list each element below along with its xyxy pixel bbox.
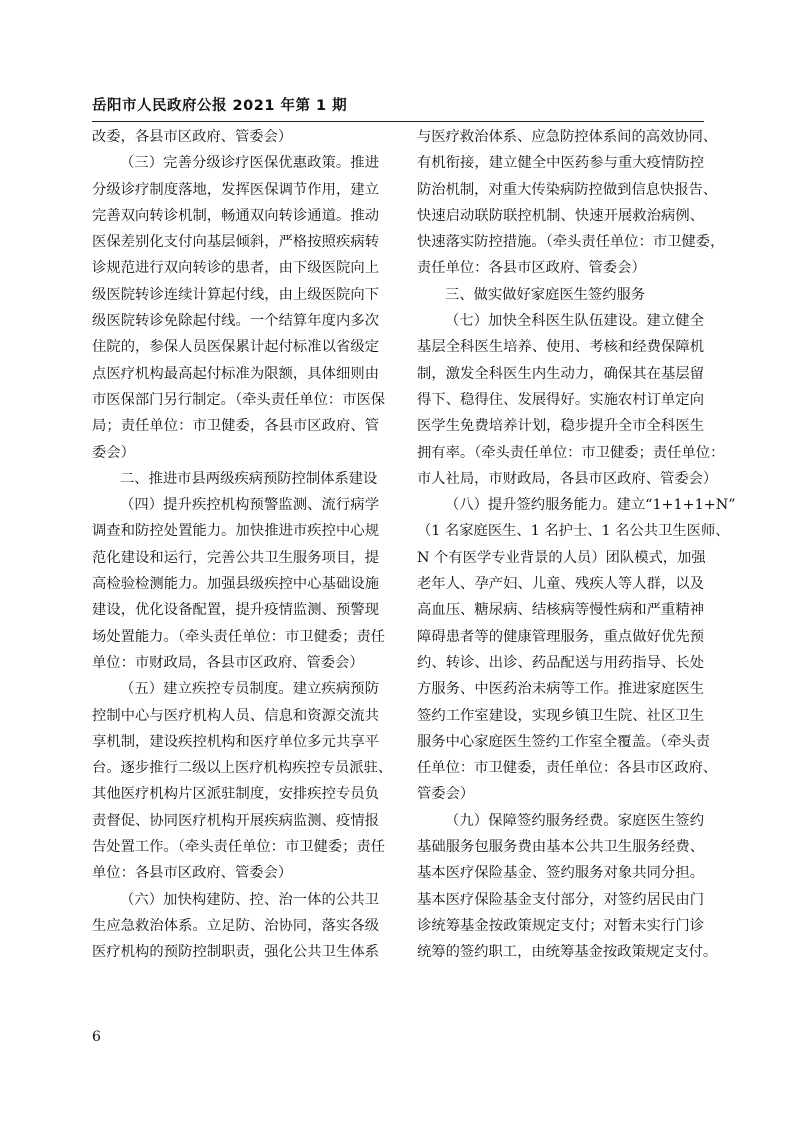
text-line: 二、推进市县两级疾病预防控制体系建设 bbox=[120, 470, 378, 487]
text-line: 三、做实做好家庭医生签约服务 bbox=[445, 286, 646, 303]
text-line: 场处置能力。（牵头责任单位：市卫健委；责任 bbox=[92, 628, 386, 645]
text-line: 基本医疗保险基金支付部分，对签约居民由门 bbox=[417, 891, 704, 908]
text-line: 统筹的签约职工，由统筹基金按政策规定支付。 bbox=[417, 944, 718, 961]
text-line: 拥有率。（牵头责任单位：市卫健委；责任单位： bbox=[417, 444, 725, 461]
text-line: 快速启动联防联控机制、快速开展救治病例、 bbox=[417, 207, 704, 224]
text-line: 台。逐步推行二级以上医疗机构疾控专员派驻、 bbox=[92, 760, 393, 777]
text-line: （五）建立疾控专员制度。建立疾病预防 bbox=[120, 681, 379, 698]
text-line: 基层全科医生培养、使用、考核和经费保障机 bbox=[417, 339, 704, 356]
text-line: 局；责任单位：市卫健委，各县市区政府、管 bbox=[92, 418, 379, 435]
text-line: 告处置工作。（牵头责任单位：市卫健委；责任 bbox=[92, 839, 386, 856]
text-line: 医保差别化支付向基层倾斜，严格按照疾病转 bbox=[92, 234, 379, 251]
text-line: 改委，各县市区政府、管委会） bbox=[92, 129, 293, 145]
page-header bbox=[92, 96, 704, 118]
text-line: （四）提升疾控机构预警监测、流行病学 bbox=[120, 497, 379, 514]
text-line: 任单位：市卫健委，责任单位：各县市区政府、 bbox=[417, 760, 718, 777]
text-line: （六）加快构建防、控、治一体的公共卫 bbox=[120, 891, 379, 908]
text-line: 范化建设和运行，完善公共卫生服务项目，提 bbox=[92, 549, 379, 566]
text-line: 单位：各县市区政府、管委会） bbox=[92, 865, 293, 882]
text-line: 市医保部门另行制定。（牵头责任单位：市医保 bbox=[92, 391, 386, 408]
text-line: 基础服务包服务费由基本公共卫生服务经费、 bbox=[417, 839, 704, 856]
text-line: 建设，优化设备配置，提升疫情监测、预警现 bbox=[92, 602, 379, 619]
text-line: 医疗机构的预防控制职责，强化公共卫生体系 bbox=[92, 944, 379, 961]
text-line: 分级诊疗制度落地，发挥医保调节作用，建立 bbox=[92, 181, 379, 198]
text-line: 市人社局，市财政局，各县市区政府、管委会） bbox=[417, 470, 718, 487]
text-line: N 个有医学专业背景的人员）团队模式，加强 bbox=[417, 549, 706, 566]
text-line: 控制中心与医疗机构人员、信息和资源交流共 bbox=[92, 707, 379, 724]
text-line: 服务中心家庭医生签约工作室全覆盖。（牵头责 bbox=[417, 733, 711, 750]
text-line: 住院的，参保人员医保累计起付标准以省级定 bbox=[92, 339, 379, 356]
text-line: （1 名家庭医生、1 名护士、1 名公共卫生医师、 bbox=[417, 523, 730, 540]
text-line: 高血压、糖尿病、结核病等慢性病和严重精神 bbox=[417, 602, 704, 619]
text-line: 约、转诊、出诊、药品配送与用药指导、长处 bbox=[417, 654, 704, 671]
text-line: 快速落实防控措施。（牵头责任单位：市卫健委， bbox=[417, 234, 725, 251]
text-line: 医学生免费培养计划，稳步提升全市全科医生 bbox=[417, 418, 704, 435]
text-line: （七）加快全科医生队伍建设。建立健全 bbox=[445, 313, 704, 330]
text-line: 委会） bbox=[92, 444, 135, 461]
text-line: 诊规范进行双向转诊的患者，由下级医院向上 bbox=[92, 260, 379, 277]
page-number: 6 bbox=[92, 1029, 101, 1045]
text-line: 其他医疗机构片区派驻制度，安排疾控专员负 bbox=[92, 786, 379, 803]
text-line: 方服务、中医药治未病等工作。推进家庭医生 bbox=[417, 681, 704, 698]
text-line: 得下、稳得住、发展得好。实施农村订单定向 bbox=[417, 391, 704, 408]
text-line: 享机制，建设疾控机构和医疗单位多元共享平 bbox=[92, 733, 379, 750]
text-line: 完善双向转诊机制，畅通双向转诊通道。推动 bbox=[92, 207, 379, 224]
publication-title: 岳阳市人民政府公报 2021 年第 1 期 bbox=[92, 98, 348, 114]
text-line: （三）完善分级诊疗医保优惠政策。推进 bbox=[120, 155, 379, 172]
text-line: 诊统筹基金按政策规定支付；对暂未实行门诊 bbox=[417, 917, 704, 934]
text-line: 级医院转诊免除起付线。一个结算年度内多次 bbox=[92, 313, 379, 330]
text-line: 与医疗救治体系、应急防控体系间的高效协同、 bbox=[417, 129, 718, 145]
text-line: 级医院转诊连续计算起付线，由上级医院向下 bbox=[92, 286, 379, 303]
text-line: 生应急救治体系。立足防、治协同，落实各级 bbox=[92, 917, 379, 934]
text-line: 基本医疗保险基金、签约服务对象共同分担。 bbox=[417, 865, 704, 882]
text-line: 管委会） bbox=[417, 786, 475, 803]
text-line: 高检验检测能力。加强县级疾控中心基础设施 bbox=[92, 576, 379, 593]
text-line: 老年人、孕产妇、儿童、残疾人等人群，以及 bbox=[417, 576, 704, 593]
text-line: 点医疗机构最高起付标准为限额，具体细则由 bbox=[92, 365, 379, 382]
text-line: 责督促、协同医疗机构开展疾病监测、疫情报 bbox=[92, 812, 379, 829]
text-line: 调查和防控处置能力。加快推进市疾控中心规 bbox=[92, 523, 379, 540]
text-line: （九）保障签约服务经费。家庭医生签约 bbox=[445, 812, 704, 829]
text-line: 签约工作室建设，实现乡镇卫生院、社区卫生 bbox=[417, 707, 704, 724]
text-line: （八）提升签约服务能力。建立“1+1+1+N” bbox=[445, 497, 736, 514]
header-divider bbox=[92, 121, 704, 122]
text-line: 障碍患者等的健康管理服务，重点做好优先预 bbox=[417, 628, 704, 645]
right-text-column bbox=[417, 124, 736, 966]
text-line: 单位：市财政局，各县市区政府、管委会） bbox=[92, 654, 364, 671]
text-line: 防治机制，对重大传染病防控做到信息快报告、 bbox=[417, 181, 718, 198]
text-line: 制，激发全科医生内生动力，确保其在基层留 bbox=[417, 365, 704, 382]
text-line: 责任单位：各县市区政府、管委会） bbox=[417, 260, 646, 277]
text-line: 有机衔接，建立健全中医药参与重大疫情防控 bbox=[417, 155, 704, 172]
left-text-column bbox=[92, 124, 393, 966]
